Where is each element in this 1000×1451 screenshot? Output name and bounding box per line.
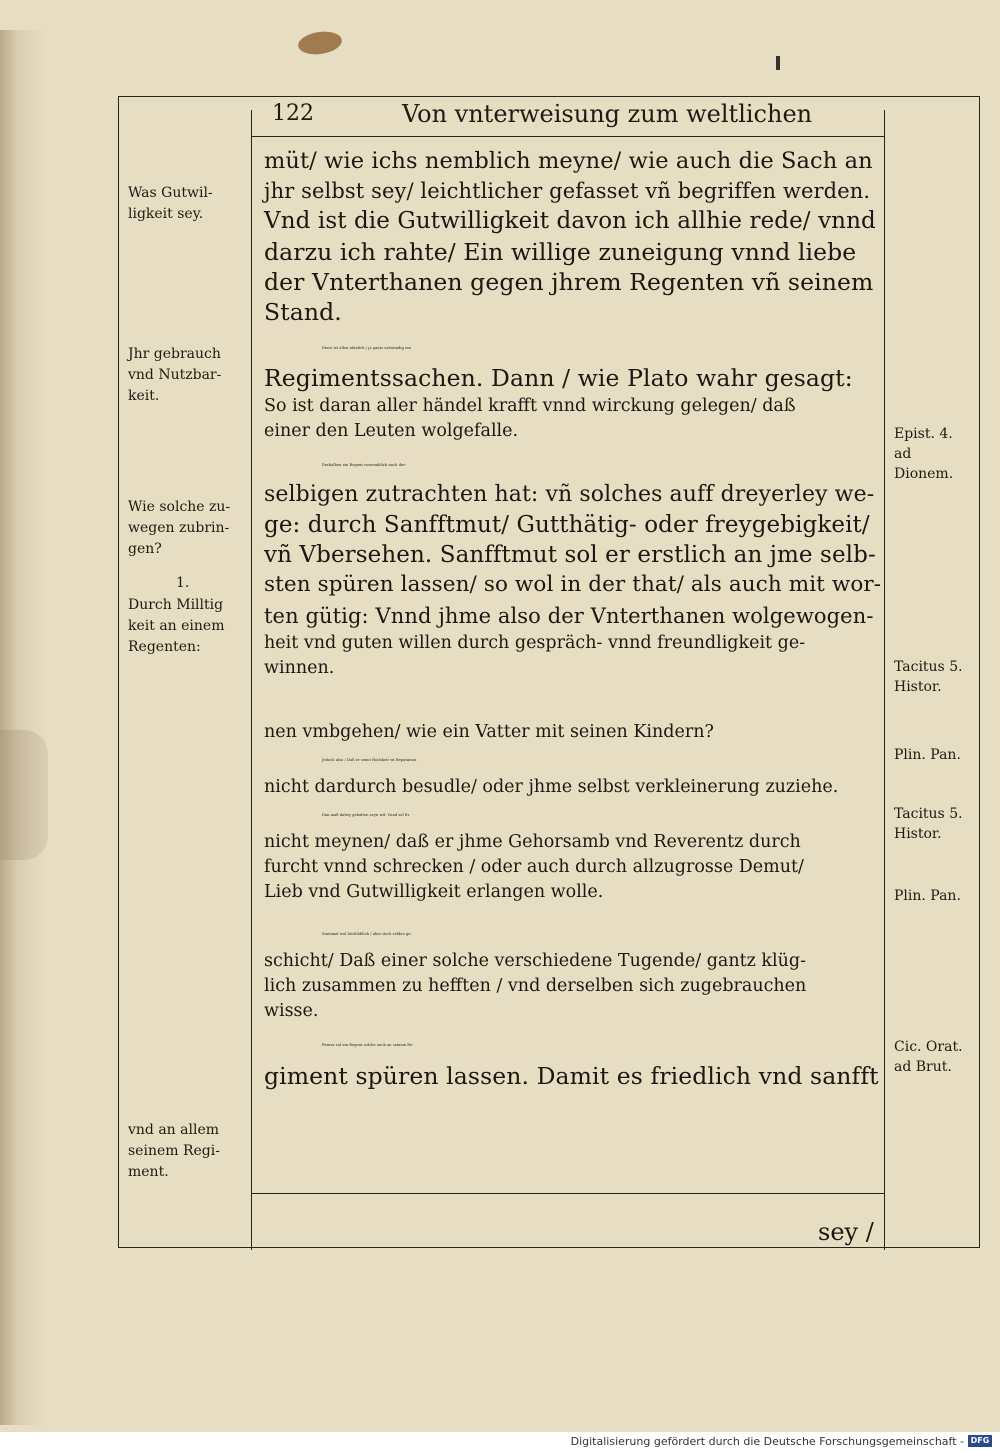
text-line: Derhalben ein Regent vornemblich nach der- <box>322 462 407 467</box>
main-text <box>264 146 880 1091</box>
text-line: Ferner sol ein Regent solche auch an seinem Re- <box>322 1043 414 1048</box>
right-rule <box>884 110 885 1250</box>
text-line: jhr selbst sey/ leichtlicher gefasset vñ begriffen werden. <box>264 179 871 204</box>
text-line: der Vnterthanen gegen jhrem Regenten vñ seinem <box>264 267 874 296</box>
quote-line: nicht dardurch besudle/ oder jhme selbst verkleinerung zuziehe. <box>264 777 839 798</box>
left-rule <box>251 110 252 1250</box>
dfg-logo: DFG <box>968 1435 992 1447</box>
digitization-footer <box>0 1432 1000 1451</box>
margin-note-right: Plin. Pan. <box>894 888 961 904</box>
footer-text: Digitalisierung gefördert durch die Deutsche Forschungsgemeinschaft - <box>570 1435 964 1448</box>
quote-line: So ist daran aller händel krafft vnnd wirckung gelegen/ daß <box>264 395 796 416</box>
margin-note-left: vnd an allem seinem Regi-ment. <box>128 1122 220 1180</box>
text-line: selbigen zutrachten hat: vñ solches auff dreyerley we- <box>264 481 875 507</box>
text-line: Regimentssachen. Dann / wie Plato wahr gesagt: <box>264 364 853 393</box>
text-line: Stand. <box>264 298 342 327</box>
text-line: Sintemal wol höchlöblich / aber doch selden ge- <box>322 932 412 937</box>
margin-note-left: Was Gutwil-ligkeit sey. <box>128 185 213 222</box>
text-line: Jedoch also / Daß er seine Hochheit vñ Reputation <box>322 757 417 762</box>
ink-mark <box>776 56 780 70</box>
text-line: ge: durch Sanfftmut/ Gutthätig- oder freygebigkeit/ <box>264 512 870 539</box>
text-line: Diese ist allzu nützlich / ja gantz notwendig inn <box>322 346 412 351</box>
book-edge <box>0 30 48 1425</box>
ink-stain <box>297 29 344 57</box>
quote-line: winnen. <box>264 657 335 678</box>
text-line: sten spüren lassen/ so wol in der that/ als auch mit wor- <box>264 572 882 598</box>
text-line: müt/ wie ichs nemblich meyne/ wie auch die Sach an <box>264 148 873 174</box>
bottom-rule <box>251 1193 884 1194</box>
text-line: darzu ich rahte/ Ein willige zuneigung vnnd liebe <box>264 237 857 266</box>
quote-line: wisse. <box>264 1001 319 1022</box>
catchword: sey / <box>818 1218 874 1246</box>
text-line: giment spüren lassen. Damit es friedlich vnd sanfft <box>264 1061 879 1090</box>
quote-line: nicht meynen/ daß er jhme Gehorsamb vnd Reverentz durch <box>264 832 801 853</box>
quote-line: lich zusammen zu hefften / vnd derselben sich zugebrauchen <box>264 976 807 997</box>
margin-note-right: Cic. Orat. ad Brut. <box>894 1039 963 1075</box>
margin-note-right: Tacitus 5. Histor. <box>894 806 963 842</box>
margin-note-left: Jhr gebrauch vnd Nutzbar-keit. <box>128 346 222 404</box>
quote-line: Lieb vnd Gutwilligkeit erlangen wolle. <box>264 882 604 903</box>
quote-line: schicht/ Daß einer solche verschiedene Tugende/ gantz klüg- <box>264 951 807 972</box>
margin-note-left: Wie solche zu-wegen zubrin-gen? <box>128 499 231 557</box>
header-rule <box>251 136 884 137</box>
quote-line: furcht vnnd schrecken / oder auch durch allzugrosse Demut/ <box>264 857 804 878</box>
running-head: Von vnterweisung zum weltlichen <box>402 100 813 128</box>
quote-line <box>264 695 880 720</box>
text-line: Dan maß dabey gehalten seyn wil: Vnnd sol Er <box>322 813 410 818</box>
margin-note-left: Durch Milltig keit an einem Regenten: <box>128 597 225 655</box>
text-line: Vnd ist die Gutwilligkeit davon ich allhie rede/ vnnd <box>264 208 876 235</box>
page-header <box>262 98 882 132</box>
quote-line: nen vmbgehen/ wie ein Vatter mit seinen Kindern? <box>264 721 714 742</box>
page-number: 122 <box>272 101 314 126</box>
text-line: ten gütig: Vnnd jhme also der Vnterthanen wolgewogen- <box>264 603 874 628</box>
quote-line: einer den Leuten wolgefalle. <box>264 420 519 441</box>
margin-note-right: Tacitus 5. Histor. <box>894 659 963 695</box>
margin-note-number: 1. <box>176 575 190 591</box>
margin-note-right: Plin. Pan. <box>894 747 961 763</box>
quote-line: heit vnd guten willen durch gespräch- vnnd freundligkeit ge- <box>264 632 806 653</box>
margin-note-right: Epist. 4. ad Dionem. <box>894 426 954 482</box>
text-line: vñ Vbersehen. Sanfftmut sol er erstlich an jme selb- <box>264 542 876 569</box>
